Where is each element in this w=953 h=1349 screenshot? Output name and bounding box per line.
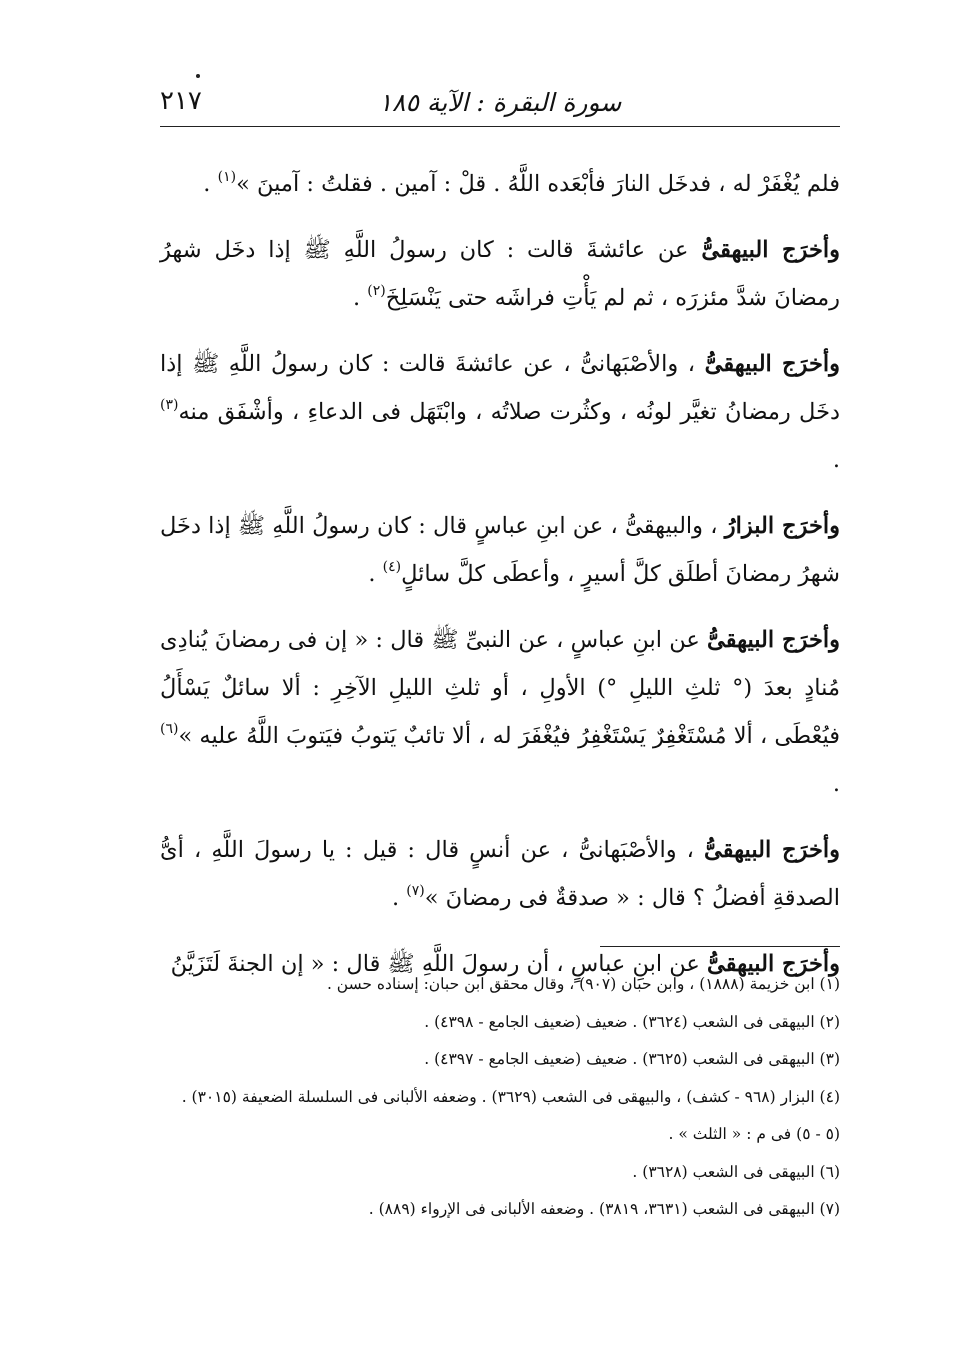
paragraph-end: . — [368, 561, 383, 587]
paragraph-lead: وأخرَج البيهقىُّ — [704, 351, 840, 377]
main-text — [160, 160, 840, 1006]
paragraph-end: . — [203, 171, 218, 197]
footnote-ref-1: (١) — [217, 169, 237, 185]
paragraph-text: فلم يُغْفَرْ له ، فدخَل النارَ فأبْعَده اللَّهُ . قلْ : آمين . فقلتُ : آمينَ » — [236, 171, 840, 197]
paragraph-end: . — [352, 285, 368, 311]
paragraph-text: ، والأصْبَهانىُّ ، عن أنسٍ قال : قيل : يا رسولَ اللَّهِ ، أىُّ الصدقةِ أفضلُ ؟ قال : « صدقةٌ فى رمضانَ » — [160, 837, 840, 911]
paragraph-text: عن عائشةَ قالت : كان رسولُ اللَّهِ ﷺ إذا دخَل شهرُ رمضانَ شدَّ مئزرَه ، ثم لم يَأْتِ فراشَه حتى يَنْسَلِخَ — [160, 237, 840, 311]
footnote-separator — [600, 946, 840, 947]
footnote-ref-3: (٣) — [160, 397, 179, 413]
footnote-ref-7: (٧) — [406, 883, 425, 899]
footnote-7: (٧) البيهقى فى الشعب (٣٦٣١، ٣٨١٩) . وضعفه الألبانى فى الإرواء (٨٨٩) . — [368, 1200, 840, 1218]
paragraph-text: عن ابنِ عباسٍ ، عن النبىِّ ﷺ قال : « إن فى رمضانَ يُنادِى مُنادٍ بعدَ (° ثلثِ الليلِ °) الأولِ ، أو ثلثِ الليلِ الآخِرِ : ألا سائلٌ يَسْأَلُ فيُعْطَى ، ألا مُسْتَغْفِرٌ يَسْتَغْفِرُ فيُغْفَرَ له ، ألا تائبٌ يَتوبُ فيَتوبَ اللَّهُ عليه » — [160, 627, 840, 749]
paragraph-lead: وأخرَج البيهقىُّ — [707, 951, 840, 977]
paragraph-text: عن ابنِ عباسٍ ، أن رسولَ اللَّهِ ﷺ قال : « إن الجنةَ لَتَزَيَّنُ — [170, 951, 707, 977]
footnote-3: (٣) البيهقى فى الشعب (٣٦٢٥) . ضعيف (ضعيف الجامع - ٤٣٩٧) . — [424, 1050, 840, 1068]
footnote-5: (٥ - ٥) فى م : « الثلث » . — [668, 1125, 840, 1143]
page-number: ٢١٧ — [160, 86, 202, 116]
paragraph-6 — [160, 826, 840, 922]
footnote-ref-6: (٦) — [160, 721, 179, 737]
paragraph-text: ، والبيهقىُّ ، عن ابنِ عباسٍ قال : كان رسولُ اللَّهِ ﷺ إذا دخَل شهرُ رمضانَ أطلَق كلَّ أسيرٍ ، وأعطَى كلَّ سائلٍ — [160, 513, 840, 587]
paragraph-end: . — [391, 885, 407, 911]
paragraph-lead: وأخرَج البيهقىُّ — [706, 627, 840, 653]
paragraph-lead: وأخرَج البيهقىُّ — [701, 237, 840, 263]
footnotes — [160, 966, 840, 1229]
paragraph-text: ، والأصْبَهانىُّ ، عن عائشةَ قالت : كان رسولُ اللَّهِ ﷺ إذا دخَل رمضانُ تغيَّر لونُه ، وكثُرت صلاتُه ، وابْتَهَل فى الدعاءِ ، وأشْفَق منه — [160, 351, 840, 425]
paragraph-5 — [160, 616, 840, 808]
footnote-ref-2: (٢) — [367, 283, 386, 299]
paragraph-1 — [160, 160, 840, 208]
paragraph-end: . — [832, 771, 840, 797]
paragraph-end: . — [832, 447, 840, 473]
paragraph-lead: وأخرَج البيهقىُّ — [704, 837, 840, 863]
paragraph-2 — [160, 226, 840, 322]
footnote-2: (٢) البيهقى فى الشعب (٣٦٢٤) . ضعيف (ضعيف الجامع - ٤٣٩٨) . — [424, 1012, 840, 1031]
footnote-4: (٤) البزار (٩٦٨ - كشف) ، والبيهقى فى الشعب (٣٦٢٩) . وضعفه الألبانى فى السلسلة الضعيفة (٣٠١٥) . — [181, 1087, 840, 1106]
footnote-1: (١) ابن خزيمة (١٨٨٨) ، وابن حبان (٩٠٧) ، وقال محقق ابن حبان: إسناده حسن . — [326, 975, 840, 993]
running-header — [160, 82, 840, 127]
footnote-ref-4: (٤) — [382, 559, 402, 575]
footnote-6: (٦) البيهقى فى الشعب (٣٦٢٨) . — [632, 1162, 840, 1181]
paragraph-3 — [160, 340, 840, 484]
surah-title: سورة البقرة : الآية ١٨٥ — [378, 88, 622, 117]
paragraph-4 — [160, 502, 840, 598]
header-dot-mark — [196, 74, 200, 78]
paragraph-lead: وأخرَج البزارُ — [724, 513, 840, 539]
